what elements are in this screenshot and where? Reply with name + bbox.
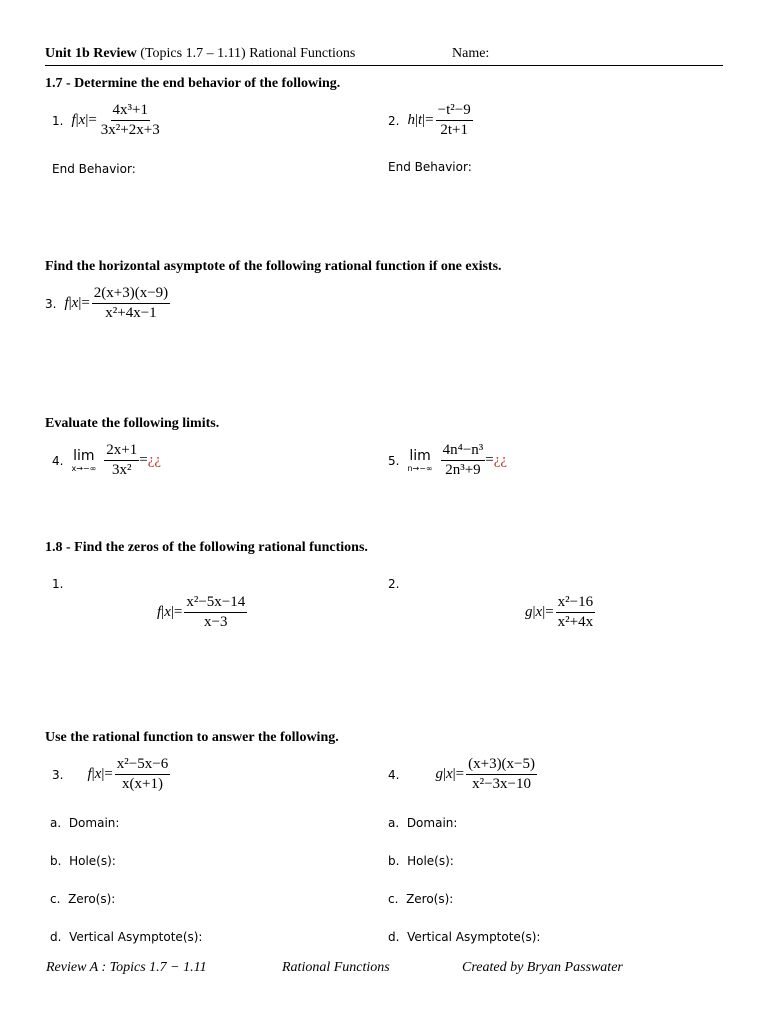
lim-text: lim: [409, 447, 431, 464]
header-rule: [45, 65, 723, 66]
limit-operator: [71, 449, 96, 473]
item-letter: a.: [388, 816, 400, 830]
left-item-vertical-asymptotes: [50, 930, 202, 944]
title-bold: Unit 1b Review: [45, 46, 137, 61]
problem-asym-3: 3. f | x |= $\frac{2(x+3)(x-9)}{\text{x²+4x−1}}$: [45, 285, 169, 321]
item-text: Zero(s):: [68, 892, 116, 906]
denominator: 3x²: [112, 462, 132, 478]
asymptote-heading: Find the horizontal asymptote of the following rational function if one exists.: [45, 259, 502, 274]
garbled-tail: ¿¿: [147, 452, 162, 468]
fraction: [556, 594, 595, 631]
fraction: [99, 102, 162, 139]
problem-label: 4.: [388, 767, 400, 782]
denominator: 2n³+9: [445, 462, 481, 478]
item-letter: d.: [388, 930, 400, 944]
function-name: f: [157, 604, 162, 620]
use-function-heading: Use the rational function to answer the following.: [45, 730, 339, 745]
problem-label: 3.: [52, 767, 64, 782]
left-item-holes: [50, 854, 116, 868]
function-var: x: [445, 766, 453, 782]
function-name: f: [64, 295, 69, 311]
item-text: Vertical Asymptote(s):: [407, 930, 541, 944]
numerator: 2(x+3)(x−9): [92, 285, 170, 304]
function-name: f: [87, 766, 92, 782]
denominator: x²+4x: [557, 614, 594, 630]
right-item-domain: [388, 816, 457, 830]
fraction: [92, 285, 170, 322]
item-letter: c.: [388, 892, 399, 906]
numerator: 4x³+1: [111, 102, 150, 121]
footer-right: Created by Bryan Passwater: [462, 960, 623, 975]
fraction: [104, 442, 139, 479]
item-text: Hole(s):: [407, 854, 454, 868]
function-var: x: [71, 295, 79, 311]
denominator: x−3: [204, 614, 228, 630]
section-1-7-heading: 1.7 - Determine the end behavior of the following.: [45, 76, 341, 91]
problem-1-7-1: 1. f | x |= $\frac{\text{4x³+1}}{\text{3x²+2x+3}}$: [52, 102, 160, 138]
footer-left: Review A : Topics 1.7 − 1.11: [46, 960, 207, 975]
end-behavior-label-1: End Behavior:: [52, 162, 136, 176]
problem-zeros-2: g | x |= $\frac{\text{x²−16}}{\text{x²+4x}}$: [525, 594, 594, 630]
problem-limit-5: 5. lim n→−∞ $\frac{\text{4n⁴−n³}}{\text{2n³+9}}$ = ¿¿: [388, 442, 508, 478]
right-item-holes: [388, 854, 454, 868]
section-1-8-heading: 1.8 - Find the zeros of the following rational functions.: [45, 540, 368, 555]
numerator: 4n⁴−n³: [441, 442, 486, 461]
numerator: (x+3)(x−5): [466, 756, 537, 775]
problem-limit-4: 4. lim x→−∞ $\frac{2x+1}{\text{3x²}}$ = ¿¿: [52, 442, 162, 478]
function-var: x: [535, 604, 543, 620]
problem-zeros-1: f | x |= $\frac{\text{x²−5x−14}}{x-3}$: [157, 594, 246, 630]
lim-subscript: x→−∞: [71, 463, 97, 473]
denominator: 2t+1: [440, 122, 468, 138]
lim-subscript: n→−∞: [407, 463, 433, 473]
problem-label: 2.: [388, 113, 400, 128]
item-text: Zero(s):: [406, 892, 454, 906]
item-letter: d.: [50, 930, 62, 944]
fraction: [115, 756, 170, 793]
function-name: g: [525, 604, 533, 620]
function-var: t: [417, 112, 423, 128]
right-item-zeros: [388, 892, 453, 906]
right-item-vertical-asymptotes: [388, 930, 540, 944]
zeros-label-1: 1.: [52, 577, 64, 591]
item-letter: b.: [50, 854, 62, 868]
limit-operator: [407, 449, 432, 473]
limits-heading: Evaluate the following limits.: [45, 416, 220, 431]
function-name: f: [71, 112, 76, 128]
denominator: x²−3x−10: [472, 776, 532, 792]
problem-label: 3.: [45, 296, 57, 311]
fraction: [466, 756, 537, 793]
item-letter: a.: [50, 816, 62, 830]
function-var: x: [164, 604, 171, 620]
problem-1-7-2: 2. h | t |= $\frac{\text{−t²−9}}{2t+1}$: [388, 102, 471, 138]
problem-label: 5.: [388, 453, 400, 468]
end-behavior-label-2: End Behavior:: [388, 160, 472, 174]
function-var: x: [78, 112, 86, 128]
title-rest: (Topics 1.7 – 1.11) Rational Functions: [140, 46, 356, 61]
function-name: g: [435, 766, 443, 782]
footer-center: Rational Functions: [282, 960, 390, 975]
item-text: Domain:: [68, 816, 120, 830]
numerator: −t²−9: [436, 102, 473, 121]
numerator: x²−5x−14: [184, 594, 247, 613]
fraction: [436, 102, 473, 139]
name-label: Name:: [452, 46, 490, 61]
problem-use-4: 4. g | x |= $\frac{(x+3)(x-5)}{\text{x²−3x−10}}$: [388, 756, 536, 792]
function-name: h: [407, 112, 415, 128]
function-var: x: [94, 766, 102, 782]
lim-text: lim: [73, 447, 95, 464]
item-text: Vertical Asymptote(s):: [69, 930, 203, 944]
fraction: [441, 442, 486, 479]
numerator: x²−16: [556, 594, 595, 613]
item-text: Hole(s):: [69, 854, 116, 868]
fraction: [184, 594, 247, 631]
numerator: 2x+1: [104, 442, 139, 461]
item-text: Domain:: [406, 816, 458, 830]
denominator: x²+4x−1: [105, 305, 157, 321]
zeros-label-2: 2.: [388, 577, 400, 591]
numerator: x²−5x−6: [115, 756, 170, 775]
left-item-domain: [50, 816, 119, 830]
problem-use-3: 3. f | x |= $\frac{\text{x²−5x−6}}{x(x+1)}$: [52, 756, 169, 792]
problem-label: 4.: [52, 453, 64, 468]
denominator: x(x+1): [122, 776, 163, 792]
item-letter: c.: [50, 892, 61, 906]
item-letter: b.: [388, 854, 400, 868]
left-item-zeros: [50, 892, 115, 906]
garbled-tail: ¿¿: [493, 452, 508, 468]
problem-label: 1.: [52, 113, 64, 128]
worksheet-title: [45, 46, 355, 62]
denominator: 3x²+2x+3: [100, 122, 160, 138]
